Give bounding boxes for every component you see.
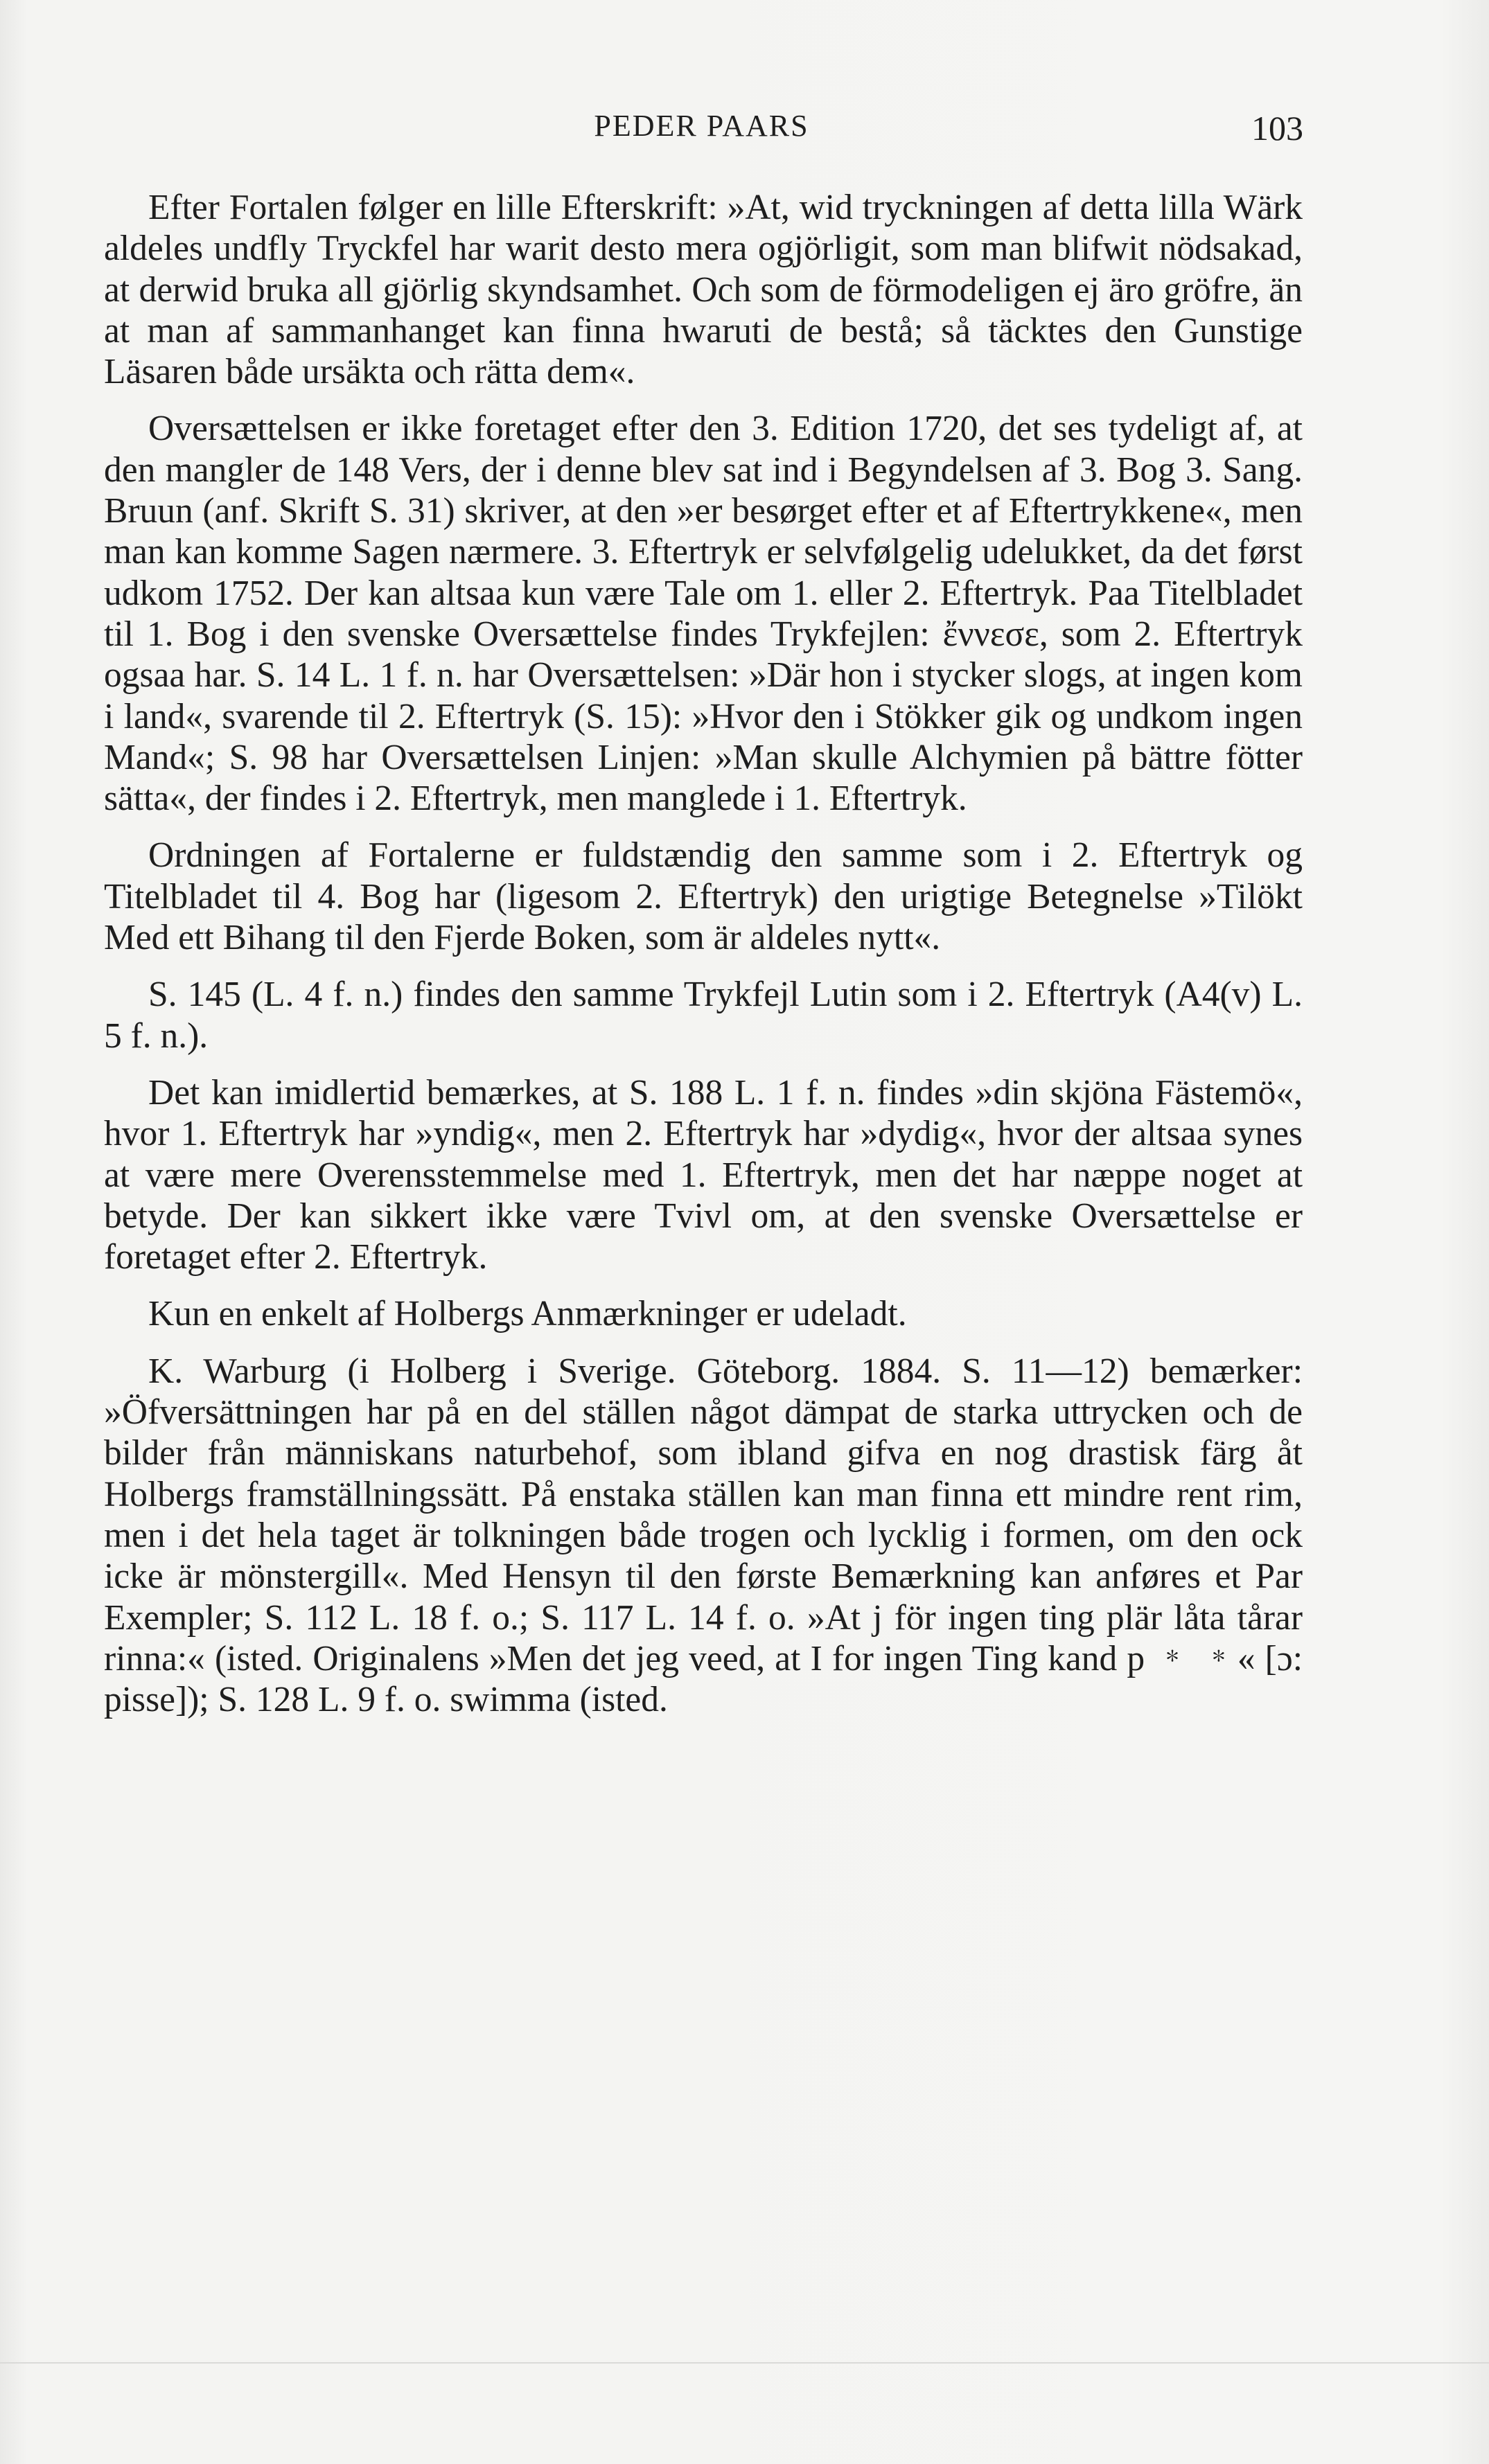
page-edge-mark bbox=[0, 2362, 1489, 2364]
paragraph: Det kan imidlertid bemærkes, at S. 188 L. 1 f. n. findes »din skjöna Fästemö«, hvor 1. Eftertryk har »yndig«, men 2. Eftertryk har »dydig«, hvor der altsaa synes at være mere Overensstemmelse med 1. Eftertryk, men det har næppe noget at betyde. Der kan sikkert ikke være Tvivl om, at den svenske Oversættelse er foretaget efter 2. Eftertryk. bbox=[104, 1072, 1303, 1277]
body-text bbox=[104, 187, 1303, 1736]
paragraph: Kun en enkelt af Holbergs Anmærkninger er udeladt. bbox=[148, 1294, 907, 1334]
page-header bbox=[104, 104, 1303, 159]
paragraph: K. Warburg (i Holberg i Sverige. Göteborg. 1884. S. 11—12) bemærker: »Öfversättningen har på en del ställen något dämpat de starka uttrycken och de bilder från människans naturbehof, som ibland gifva en nog drastisk färg åt Holbergs framställningssätt. På enstaka ställen kan man finna ett mindre rent rim, men i det hela taget är tolkningen både trogen och lycklig i formen, om den ock icke är mönstergill«. Med Hensyn til den første Bemærkning kan anføres et Par Exempler; S. 112 L. 18 f. o.; S. 117 L. 14 f. o. »At j för ingen ting plär låta tårar rinna:« (isted. Originalens »Men det jeg veed, at I for ingen Ting kand p ﹡ ﹡« [ɔ: pisse]); S. 128 L. 9 f. o. swimma (isted. bbox=[104, 1351, 1303, 1720]
paragraph: Ordningen af Fortalerne er fuldstændig den samme som i 2. Eftertryk og Titelbladet til 4. Bog har (ligesom 2. Eftertryk) den urigtige Betegnelse »Tilökt Med ett Bihang til den Fjerde Boken, som är aldeles nytt«. bbox=[104, 835, 1303, 958]
paragraph: Efter Fortalen følger en lille Efterskrift: »At, wid tryckningen af detta lilla Wärk aldeles undfly Tryckfel har warit desto mera ogjörligit, som man blifwit nödsakad, at derwid bruka all gjörlig skyndsamhet. Och som de förmodeligen ej äro gröfre, än at man af sammanhanget kan finna hwaruti de bestå; så täcktes den Gunstige Läsaren både ursäkta och rätta dem«. bbox=[104, 188, 1303, 392]
page-number: 103 bbox=[1251, 109, 1303, 148]
paragraph: Oversættelsen er ikke foretaget efter den 3. Edition 1720, det ses tydeligt af, at den mangler de 148 Vers, der i denne blev sat ind i Begyndelsen af 3. Bog 3. Sang. Bruun (anf. Skrift S. 31) skriver, at den »er besørget efter et af Eftertrykkene«, men man kan komme Sagen nærmere. 3. Eftertryk er selvfølgelig udelukket, da det først udkom 1752. Der kan altsaa kun være Tale om 1. eller 2. Eftertryk. Paa Titelbladet til 1. Bog i den svenske Oversættelse findes Trykfejlen: ἔννεσε, som 2. Eftertryk ogsaa har. S. 14 L. 1 f. n. har Oversættelsen: »Där hon i stycker slogs, at ingen kom i land«, svarende til 2. Eftertryk (S. 15): »Hvor den i Stökker gik og undkom ingen Mand«; S. 98 har Oversættelsen Linjen: »Man skulle Alchymien på bättre fötter sätta«, der findes i 2. Eftertryk, men manglede i 1. Eftertryk. bbox=[104, 409, 1303, 819]
running-title: PEDER PAARS bbox=[594, 109, 809, 143]
paragraph: S. 145 (L. 4 f. n.) findes den samme Trykfejl Lutin som i 2. Eftertryk (A4(v) L. 5 f. n.). bbox=[104, 975, 1303, 1056]
